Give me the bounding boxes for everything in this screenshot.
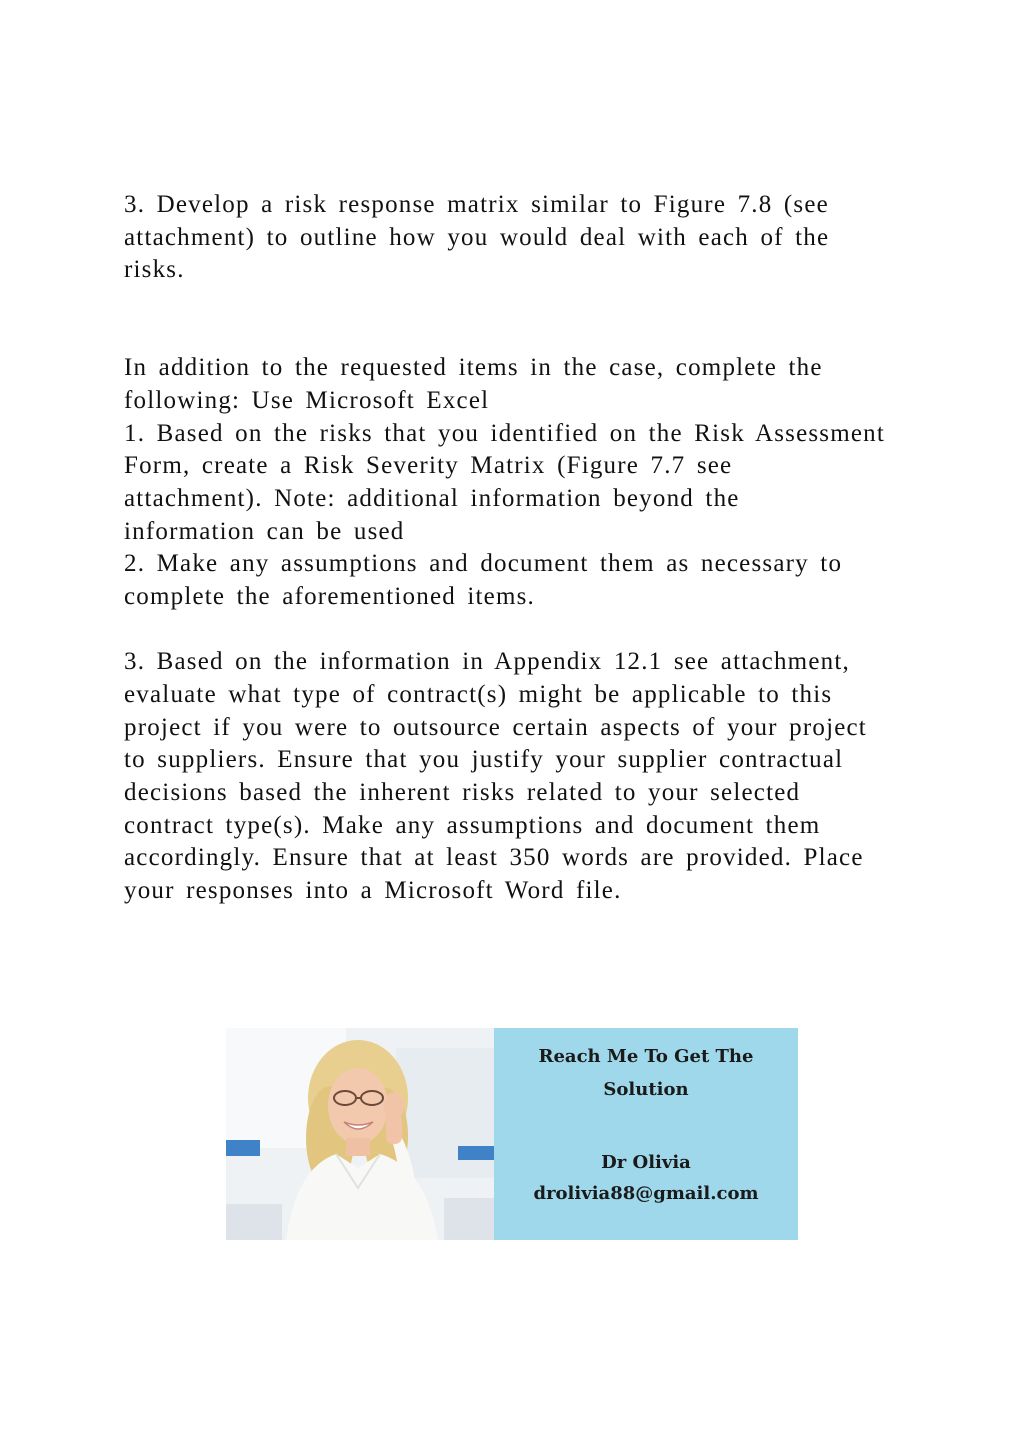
contact-panel xyxy=(494,1028,798,1240)
promo-heading-line2: Solution xyxy=(603,1079,689,1100)
text-line: following: Use Microsoft Excel xyxy=(124,387,490,414)
text-line: In addition to the requested items in the case, complete the xyxy=(124,354,823,381)
text-line: attachment) to outline how you would deal with each of the xyxy=(124,224,830,251)
contact-name: Dr Olivia xyxy=(601,1152,691,1173)
text-line: complete the aforementioned items. xyxy=(124,583,536,610)
text-line: accordingly. Ensure that at least 350 words are provided. Place xyxy=(124,844,864,871)
text-line: your responses into a Microsoft Word file. xyxy=(124,877,622,904)
text-line: Form, create a Risk Severity Matrix (Figure 7.7 see xyxy=(124,452,733,479)
text-line: 3. Develop a risk response matrix similar to Figure 7.8 (see xyxy=(124,191,829,218)
text-line: 3. Based on the information in Appendix 12.1 see attachment, xyxy=(124,648,850,675)
photo-illustration xyxy=(226,1028,494,1240)
woman-photo xyxy=(226,1028,494,1240)
contact-banner xyxy=(226,1028,798,1240)
text-line: 1. Based on the risks that you identified on the Risk Assessment xyxy=(124,420,886,447)
promo-heading-line1: Reach Me To Get The xyxy=(538,1046,754,1067)
text-line: to suppliers. Ensure that you justify your supplier contractual xyxy=(124,746,844,773)
text-line: information can be used xyxy=(124,518,405,545)
text-line: risks. xyxy=(124,256,185,283)
contact-email: drolivia88@gmail.com xyxy=(533,1183,759,1204)
text-line: 2. Make any assumptions and document them as necessary to xyxy=(124,550,843,577)
text-line: contract type(s). Make any assumptions and document them xyxy=(124,812,821,839)
text-line: evaluate what type of contract(s) might be applicable to this xyxy=(124,681,833,708)
text-line: project if you were to outsource certain aspects of your project xyxy=(124,714,867,741)
text-line: decisions based the inherent risks related to your selected xyxy=(124,779,801,806)
text-line: attachment). Note: additional information beyond the xyxy=(124,485,740,512)
